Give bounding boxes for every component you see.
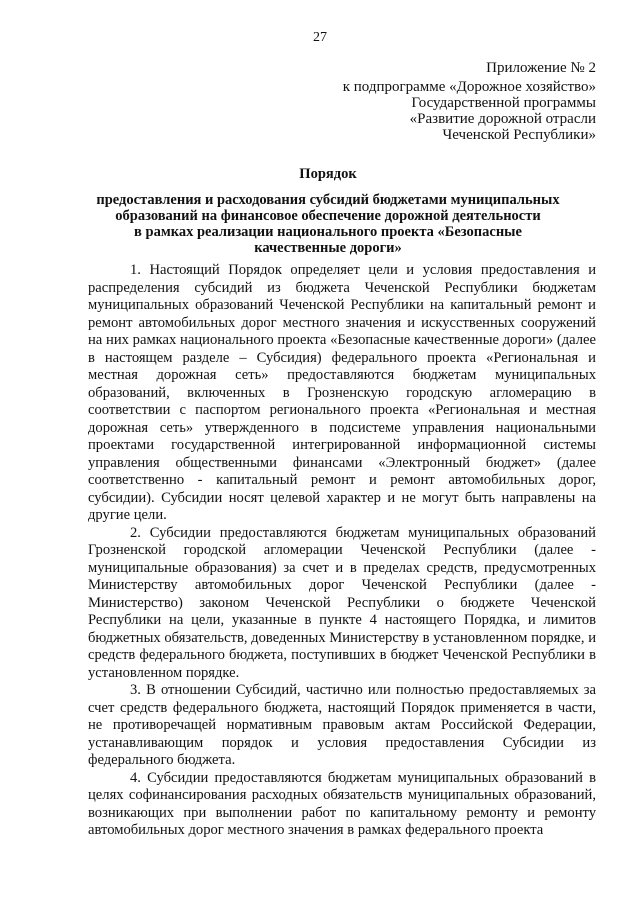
appendix-line: Государственной программы <box>411 95 596 111</box>
appendix-title: Приложение № 2 <box>486 60 596 76</box>
paragraph-4: 4. Субсидии предоставляются бюджетам муниципальных образований в целях софинансирования расходных обязательств муниципальных образований, возникающих при выполнении работ по капитальному ремонту и ремонту автомобильных дорог местного значения в рамках федерального проекта <box>88 769 596 838</box>
appendix-line: «Развитие дорожной отрасли <box>409 111 596 127</box>
document-body <box>88 262 596 840</box>
heading-subtitle-line: в рамках реализации национального проекта «Безопасные <box>134 224 522 240</box>
appendix-line: к подпрограмме «Дорожное хозяйство» <box>342 79 596 95</box>
appendix-line: Чеченской Республики» <box>442 127 596 143</box>
heading-subtitle-line: образований на финансовое обеспечение дорожной деятельности <box>115 208 541 224</box>
paragraph-1: 1. Настоящий Порядок определяет цели и условия предоставления и распределения субсидий из бюджета Чеченской Республики бюджетам муниципальных образований Чеченской Республики на капитальный ремонт и ремонт автомобильных дорог местного значения и искусственных сооружений на них рамках национального проекта «Безопасные качественные дороги» (далее в настоящем разделе – Субсидия) федерального проекта «Региональная и местная дорожная сеть» предоставляются бюджетам муниципальных образований, включенных в Грозненскую городскую агломерацию в соответствии с паспортом регионального проекта «Региональная и местная дорожная сеть» утвержденного в подсистеме управления национальными проектами государственной интегрированной информационной системы управления общественными финансами «Электронный бюджет» (далее соответственно - капитальный ремонт и ремонт автомобильных дорог, субсидии). Субсидии носят целевой характер и не могут быть направлены на другие цели. <box>88 262 596 523</box>
page-number: 27 <box>313 30 327 45</box>
heading-subtitle-line: качественные дороги» <box>254 240 402 256</box>
heading-subtitle-line: предоставления и расходования субсидий бюджетами муниципальных <box>96 192 560 208</box>
paragraph-2: 2. Субсидии предоставляются бюджетам муниципальных образований Грозненской городской агломерации Чеченской Республики (далее - муниципальные образования) за счет и в пределах средств, предусмотренных Министерству автомобильных дорог Чеченской Республики (далее - Министерство) законом Чеченской Республики о бюджете Чеченской Республики на цели, указанные в пункте 4 настоящего Порядка, и лимитов бюджетных обязательств, доведенных Министерству в установленном порядке, и средств федерального бюджета, поступивших в бюджет Чеченской Республики в установленном порядке. <box>88 524 596 681</box>
heading-title: Порядок <box>299 166 357 182</box>
paragraph-3: 3. В отношении Субсидий, частично или полностью предоставляемых за счет средств федерального бюджета, настоящий Порядок применяется в части, не противоречащей нормативным правовым актам Российской Федерации, устанавливающим порядок и условия предоставления Субсидии из федерального бюджета. <box>88 682 596 768</box>
document-heading <box>60 166 596 256</box>
appendix-block <box>296 60 596 143</box>
